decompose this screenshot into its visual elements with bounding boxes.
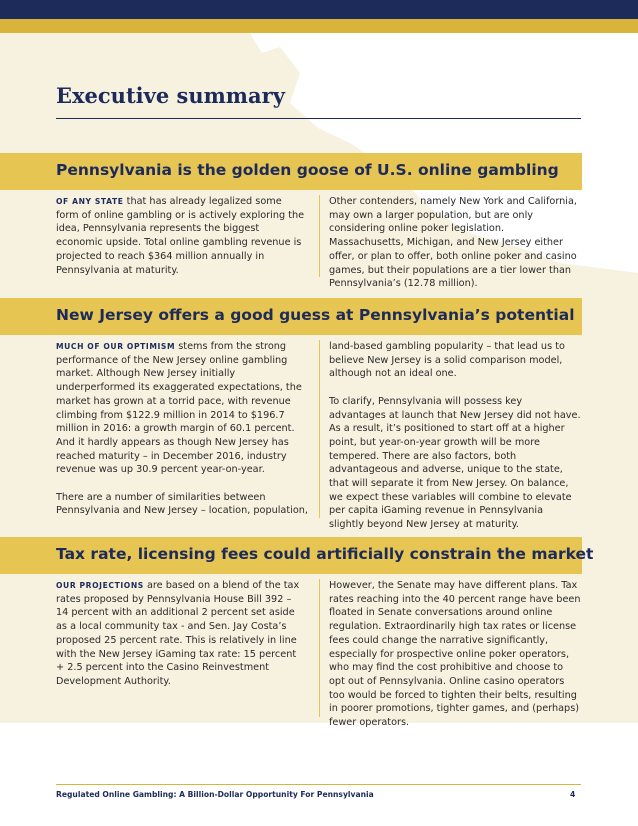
- section-3-right-paragraph-1: However, the Senate may have different plans. Tax rates reaching into the 40 percent range have been floated in Senate conversations around online regulation. Extraordinarily high tax rates or license fees could change the narrative significantly, especially for prospective online poker operators, who may find the cost prohibitive and choose to opt out of Pennsylvania. Online casino operators too would be forced to tighten their belts, resulting in poorer promotions, tighter games, and (perhaps) fewer operators.: [329, 580, 581, 729]
- section-3-column-divider: [319, 579, 320, 717]
- section-1-left-column: [56, 195, 305, 277]
- section-heading-band-2: [0, 298, 582, 335]
- section-1-left-paragraph-1: [56, 195, 305, 277]
- section-3-left-column: [56, 579, 306, 689]
- section-1-column-divider: [319, 195, 320, 277]
- section-heading-1: Pennsylvania is the golden goose of U.S. online gambling: [56, 161, 559, 179]
- section-2-left-column: [56, 340, 310, 518]
- section-2-right-column: [329, 340, 581, 532]
- section-heading-2: New Jersey offers a good guess at Pennsylvania’s potential: [56, 306, 575, 324]
- section-1-right-column: [329, 195, 581, 291]
- section-1-right-paragraph-1: Other contenders, namely New York and California, may own a larger population, but are only considering online poker legislation. Massachusetts, Michigan, and New Jersey either offer, or plan to offer, both online poker and casino games, but their populations are a tier lower than Pennsylvania’s (12.78 million).: [329, 196, 577, 290]
- title-divider: [56, 118, 581, 119]
- section-2-right-paragraph-1: land-based gambling popularity – that lead us to believe New Jersey is a solid comparison model, although not an ideal one.: [329, 341, 565, 380]
- footer-divider: [56, 784, 581, 785]
- header-gold-bar: [0, 19, 638, 33]
- section-2-column-divider: [319, 340, 320, 518]
- header-navy-bar: [0, 0, 638, 19]
- section-2-lead-in: MUCH OF OUR OPTIMISM: [56, 342, 176, 351]
- section-2-left-paragraph-2: There are a number of similarities between Pennsylvania and New Jersey – location, population,: [56, 491, 309, 517]
- section-3-left-text-1: are based on a blend of the tax rates proposed by Pennsylvania House Bill 392 – 14 percent with an additional 2 percent set aside as a local community tax - and Sen. Jay Costa’s proposed 25 percent rate. This is relatively in line with the New Jersey iGaming tax rate: 15 percent + 2.5 percent into the Casino Reinvestment Development Authority.: [56, 580, 300, 687]
- section-3-left-paragraph-1: [56, 579, 306, 689]
- section-3-right-column: [329, 579, 581, 730]
- section-2-left-paragraph-1: [56, 340, 310, 477]
- section-1-left-text-1: that has already legalized some form of online gambling or is actively exploring the idea, Pennsylvania represents the biggest economic upside. Total online gambling revenue is projected to reach $364 million annually in Pennsylvania at maturity.: [56, 196, 305, 276]
- section-2-left-text-1: stems from the strong performance of the New Jersey online gambling market. Although New Jersey initially underperformed its exaggerated expectations, the market has grown at a torrid pace, with revenue climbing from $122.9 million in 2014 to $196.7 million in 2016: a growth margin of 60.1 percent. And it hardly appears as though New Jersey has reached maturity – in December 2016, industry revenue was up 30.9 percent year-on-year.: [56, 341, 302, 476]
- page-number: 4: [570, 790, 576, 799]
- section-1-lead-in: OF ANY STATE: [56, 197, 124, 206]
- section-heading-band-1: [0, 153, 582, 190]
- footer-publication-title: Regulated Online Gambling: A Billion-Dollar Opportunity For Pennsylvania: [56, 790, 374, 799]
- section-heading-3: Tax rate, licensing fees could artificially constrain the market: [56, 545, 594, 563]
- section-heading-band-3: [0, 537, 594, 574]
- section-3-lead-in: OUR PROJECTIONS: [56, 581, 144, 590]
- page-title: Executive summary: [56, 83, 285, 108]
- section-2-right-paragraph-2: To clarify, Pennsylvania will possess key advantages at launch that New Jersey did not have. As a result, it’s positioned to start off at a higher point, but year-on-year growth will be more tempered. There are also factors, both advantageous and adverse, unique to the state, that will separate it from New Jersey. On balance, we expect these variables will combine to elevate per capita iGaming revenue in Pennsylvania slightly beyond New Jersey at maturity.: [329, 395, 581, 531]
